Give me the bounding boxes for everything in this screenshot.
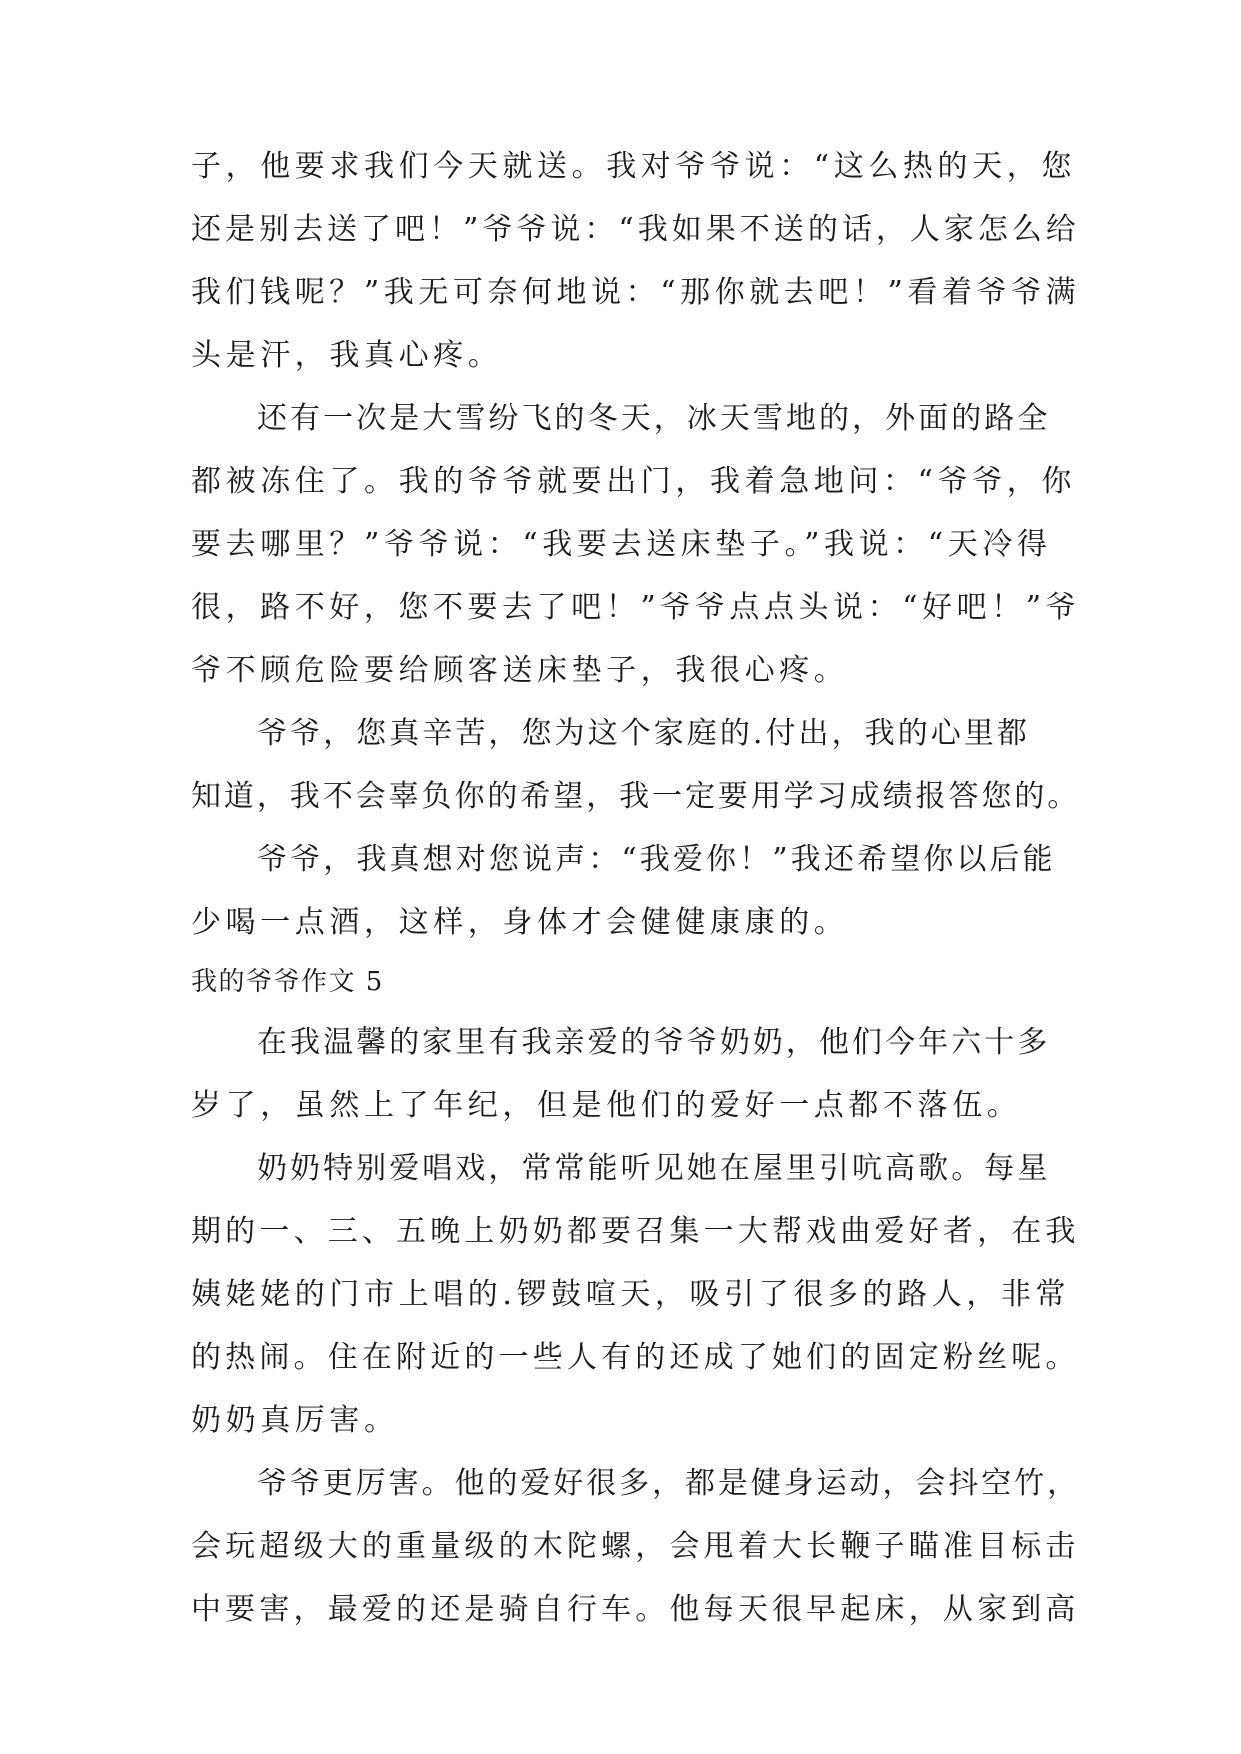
text-line: 子，他要求我们今天就送。我对爷爷说：“这么热的天，您 (191, 149, 1076, 184)
text-line: 奶奶特别爱唱戏，常常能听见她在屋里引吭高歌。每星 (257, 1151, 1051, 1186)
text-line: 爷不顾危险要给顾客送床垫子，我很心疼。 (191, 653, 849, 688)
text-line: 爷爷，您真辛苦，您为这个家庭的.付出，我的心里都 (257, 716, 1030, 751)
text-line: 还有一次是大雪纷飞的冬天，冰天雪地的，外面的路全 (257, 401, 1051, 436)
text-line: 知道，我不会辜负你的希望，我一定要用学习成绩报答您的。 (191, 779, 1081, 814)
text-line: 爷爷更厉害。他的爱好很多，都是健身运动，会抖空竹， (257, 1466, 1080, 1501)
text-line: 都被冻住了。我的爷爷就要出门，我着急地问：“爷爷，你 (191, 464, 1076, 499)
text-line: 少喝一点酒，这样，身体才会健健康康的。 (191, 905, 849, 940)
text-line: 还是别去送了吧！”爷爷说：“我如果不送的话，人家怎么给 (191, 212, 1080, 247)
text-line: 会玩超级大的重量级的木陀螺，会甩着大长鞭子瞄准目标击 (191, 1529, 1080, 1564)
text-line: 很，路不好，您不要去了吧！”爷爷点点头说：“好吧！”爷 (191, 590, 1081, 625)
text-line: 头是汗，我真心疼。 (191, 338, 503, 373)
section-heading: 我的爷爷作文 5 (191, 967, 384, 997)
text-line: 的热闹。住在附近的一些人有的还成了她们的固定粉丝呢。 (191, 1340, 1080, 1375)
text-line: 在我温馨的家里有我亲爱的爷爷奶奶，他们今年六十多 (257, 1025, 1051, 1060)
text-line: 中要害，最爱的还是骑自行车。他每天很早起床，从家到高 (191, 1592, 1080, 1627)
text-line: 要去哪里？”爷爷说：“我要去送床垫子。”我说：“天冷得 (191, 527, 1052, 562)
text-line: 期的一、三、五晚上奶奶都要召集一大帮戏曲爱好者，在我 (191, 1214, 1080, 1249)
text-line: 姨姥姥的门市上唱的.锣鼓喧天，吸引了很多的路人，非常 (191, 1277, 1071, 1312)
text-line: 奶奶真厉害。 (191, 1403, 399, 1438)
text-line: 岁了，虽然上了年纪，但是他们的爱好一点都不落伍。 (191, 1088, 1022, 1123)
text-line: 我们钱呢？”我无可奈何地说：“那你就去吧！”看着爷爷满 (191, 275, 1081, 310)
text-line: 爷爷，我真想对您说声：“我爱你！”我还希望你以后能 (257, 842, 1056, 877)
